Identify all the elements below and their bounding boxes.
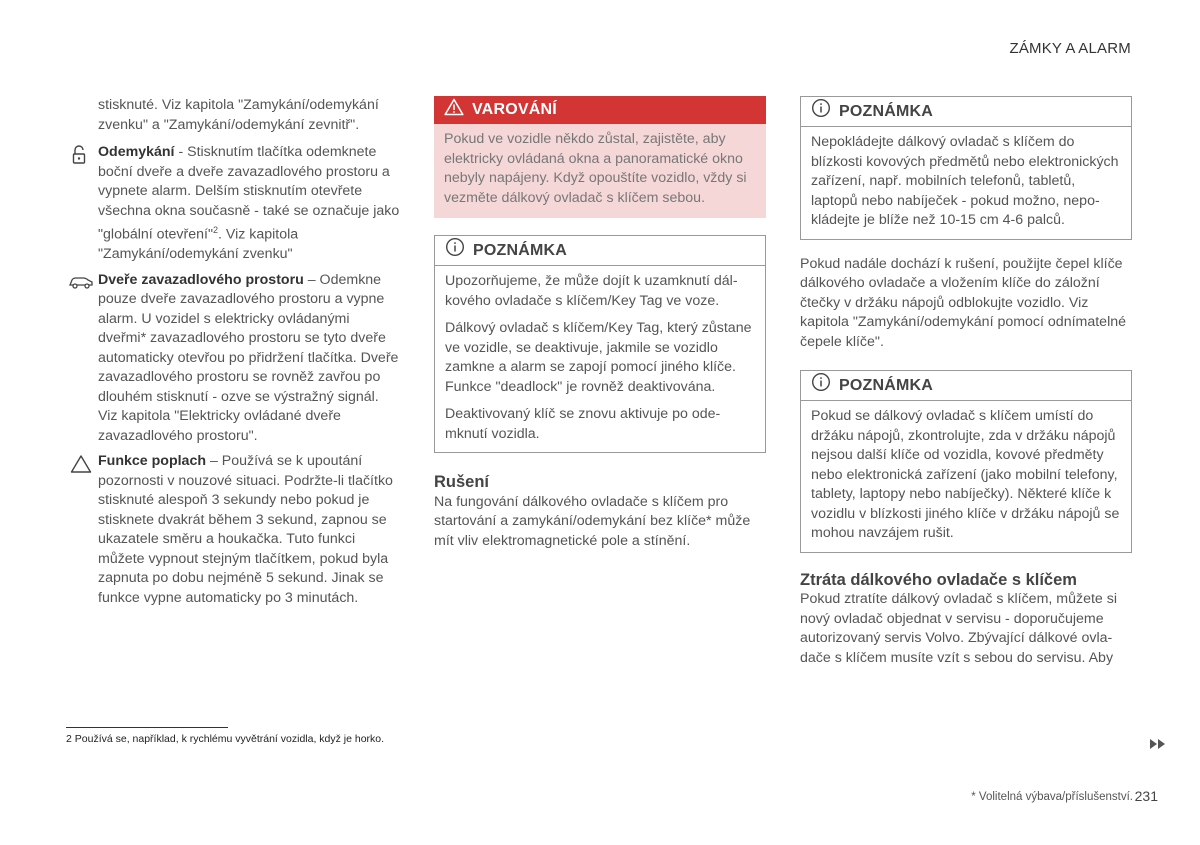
footer-optional-note: * Volitelná výbava/příslušenství. — [971, 791, 1133, 803]
warning-title: VAROVÁNÍ — [472, 101, 557, 119]
note-body — [435, 266, 765, 452]
note-title: POZNÁMKA — [473, 241, 568, 259]
footnote-number: 2 — [66, 733, 72, 745]
page-header-title: ZÁMKY A ALARM — [1009, 40, 1131, 57]
column-middle — [434, 96, 766, 551]
note-paragraph-2: Dálkový ovladač s klíčem/Key Tag, který zůstane ve vozidle, se deaktivuje, jakmile se vozidlo zamkne a alarm se zapojí pomocí jiného klíče. Funkce "deadlock" je rovněž deaktivována. — [445, 320, 752, 395]
loss-heading: Ztráta dálkového ovladače s klíčem — [800, 570, 1077, 589]
warning-triangle-icon — [444, 98, 464, 123]
interference-text: Na fungování dálkového ovladače s klíčem pro startování a zamykání/odemykání bez klíče* může mít vliv elektromagnetické pole a stínění. — [434, 493, 751, 549]
footnote-divider — [66, 727, 228, 728]
unlock-text-after: . Viz kapitola "Zamykání/odemykání zvenku" — [98, 226, 299, 263]
page-number: 231 — [1134, 788, 1158, 804]
warning-triangle-icon — [70, 454, 90, 472]
note-paragraph-3: Deaktivovaný klíč se znovu aktivuje po odemknutí vozidla. — [445, 406, 721, 442]
unlock-title: Odemykání — [98, 144, 175, 160]
unlock-text: - Stisknutím tlačítka odemknete boční dveře a dveře zavazadlového prostoru a vypnete alarm. Delším stisknutím otevřete všechna okna současně - také se označuje jako "globální otevření" — [98, 144, 400, 243]
panic-item — [66, 452, 401, 608]
note-header-2 — [801, 371, 1131, 401]
warning-header — [434, 96, 766, 124]
trunk-title: Dveře zavazadlového prostoru — [98, 271, 304, 288]
unlock-padlock-icon — [70, 145, 90, 163]
footnote-text: Používá se, například, k rychlému vyvětrání vozidla, když je horko. — [71, 733, 385, 745]
unlock-item — [66, 143, 401, 265]
note-title-2: POZNÁMKA — [839, 376, 934, 394]
warning-box — [434, 96, 766, 218]
note-box — [434, 235, 766, 453]
footnote-ref[interactable]: 2 — [212, 225, 218, 235]
note-box-1 — [800, 96, 1132, 240]
interference-heading: Rušení — [434, 473, 490, 491]
loss-text: Pokud ztratíte dálkový ovladač s klíčem, můžete si nový ovladač objednat v servisu - doporučujeme autorizovaný servis Volvo. Zbývající dálkové ovladače s klíčem musíte vzít s sebou do servisu. Aby — [800, 591, 1117, 666]
interference-paragraph: Pokud nadále dochází k rušení, použijte čepel klíče dálkového ovladače a vložením klíče do záložní čtečky v držáku nápojů odblokujte vozidlo. Viz kapitola "Zamykání/odemykání pomocí odnímatelné čepele klíče". — [800, 255, 1127, 350]
note-paragraph-1: Upozorňujeme, že může dojít k uzamknutí dálkového ovladače s klíčem/Key Tag ve voze. — [445, 273, 738, 309]
panic-text: – Používá se k upoutání pozornosti v nouzové situaci. Podržte-li tlačítko stisknuté alespoň 3 sekundy nebo pokud je stisknete dvakrát během 3 sekund, zapnou se ukazatele směru a houkačka. Tuto funkci můžete vypnout stejným tlačítkem, pokud byla zapnuta po dobu nejméně 5 sekund. Jinak se funkce vypne automaticky po 3 minutách. — [98, 453, 393, 606]
note-header — [435, 236, 765, 266]
info-circle-icon — [811, 98, 831, 125]
note-text-2: Pokud se dálkový ovladač s klíčem umístí do držáku nápojů, zkontrolujte, zda v držáku nápojů nejsou další klíče od vozidla, kovové předměty nebo elektronická zařízení (jako mobilní telefony, tablety, laptopy nebo nabíječky). Některé klíče k vozidlu v blízkosti jiného klíče v držáku nápojů se mohou navzájem rušit. — [811, 408, 1120, 541]
note-box-2 — [800, 370, 1132, 553]
car-trunk-icon — [68, 274, 88, 292]
intro-line-1: stisknuté. Viz kapitola "Zamykání/odemykání — [98, 97, 379, 113]
next-page-arrows-icon[interactable] — [1149, 736, 1167, 754]
warning-text: Pokud ve vozidle někdo zůstal, zajistěte, aby elektricky ovládaná okna a panoramatické okno nebyly napájeny. Když opouštíte vozidlo, vždy si vezměte dálkový ovladač s klíčem sebou. — [444, 131, 747, 206]
column-right — [800, 96, 1132, 668]
trunk-text: – Odemkne pouze dveře zavazadlového prostoru a vypne alarm. U vozidel s elektricky ovládanými dveřmi* zavazadlového prostoru se tyto dveře automaticky otevřou po přidržení tlačítka. Dveře zavazadlového prostoru se rovněž zavřou po dlouhém stisknutí - ozve se výstražný signál. Viz kapitola "Elektricky ovládané dveře zavazadlového prostoru". — [98, 271, 399, 444]
note-header-1 — [801, 97, 1131, 127]
column-left — [66, 96, 401, 608]
note-text-1: Nepokládejte dálkový ovladač s klíčem do blízkosti kovových předmětů nebo elektronických zařízení, např. mobilních telefonů, tabletů, laptopů nebo nabíječek - pokud možno, nepokládejte je blíže než 10-15 cm 4-6 palců. — [811, 134, 1119, 228]
note-title-1: POZNÁMKA — [839, 102, 934, 120]
footnote — [66, 733, 384, 745]
info-circle-icon — [811, 372, 831, 399]
panic-title: Funkce poplach — [98, 453, 206, 470]
intro-line-2: zvenku" a "Zamykání/odemykání zevnitř". — [98, 116, 360, 133]
trunk-item — [66, 271, 401, 447]
info-circle-icon — [445, 237, 465, 264]
